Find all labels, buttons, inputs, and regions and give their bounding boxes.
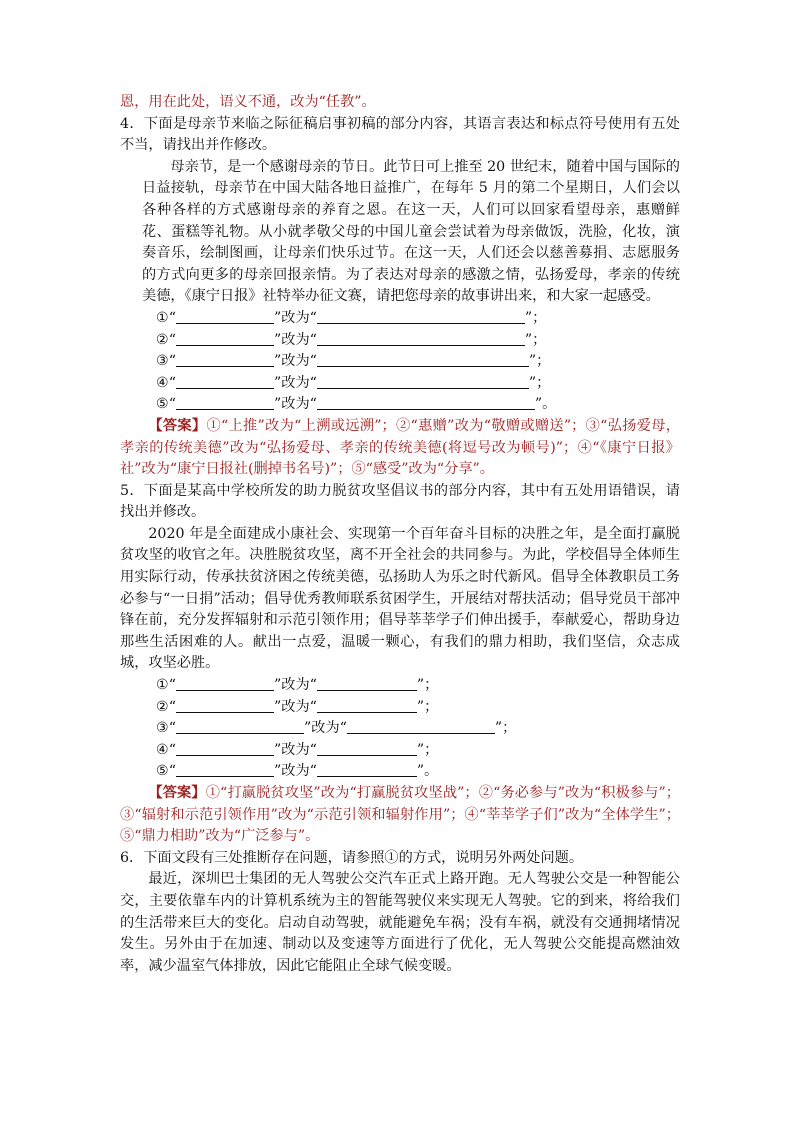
q5-prompt: 5．下面是某高中学校所发的助力脱贫攻坚倡议书的部分内容，其中有五处用语错误，请找出并修改。 [120,482,680,521]
answer-blank-original[interactable] [176,394,274,410]
document-page [120,92,680,977]
answer-blank-revised[interactable] [317,697,417,713]
answer-blank-revised[interactable] [347,718,495,734]
q6-prompt: 6．下面文段有三处推断存在问题，请参照①的方式，说明另外两处问题。 [120,849,584,866]
answer-blank-revised[interactable] [317,373,529,389]
answer-blank-original[interactable] [176,740,274,756]
answer-blank-revised[interactable] [317,394,535,410]
q4-answer: 【答案】①“上推”改为“上溯或远溯”；②“惠赠”改为“敬赠或赠送”；③“弘扬爱母，孝亲的传统美德”改为“弘扬爱母、孝亲的传统美德(将逗号改为顿号)”；④“《康宁日报》社”改为“康宁日报社(删掉书名号)”；⑤“感受”改为“分享”。 [120,417,680,478]
answer-blank-original[interactable] [176,675,274,691]
q5-passage: 2020 年是全面建成小康社会、实现第一个百年奋斗目标的决胜之年，是全面打赢脱贫攻坚的收官之年。决胜脱贫攻坚，离不开全社会的共同参与。为此，学校倡导全体师生用实际行动，传承扶贫济困之传统美德，弘扬助人为乐之时代新风。倡导全体教职员工务必参与“一日捐”活动；倡导优秀教师联系贫困学生，开展结对帮扶活动；倡导党员干部冲锋在前，充分发挥辐射和示范引领作用；倡导莘莘学子们伸出援手，奉献爱心，帮助身边那些生活困难的人。献出一点爱，温暖一颗心，有我们的鼎力相助，我们坚信，众志成城，攻坚必胜。 [120,525,680,672]
answer-blank-original[interactable] [176,330,274,346]
q5-answer: 【答案】①“打赢脱贫攻坚”改为“打赢脱贫攻坚战”；②“务必参与”改为“积极参与”；③“辐射和示范引领作用”改为“示范引领和辐射作用”；④“莘莘学子们”改为“全体学生”；⑤“鼎力相助”改为“广泛参与”。 [120,785,680,845]
answer-blank-revised[interactable] [317,761,417,777]
q4-passage: 母亲节，是一个感谢母亲的节日。此节日可上推至 20 世纪末，随着中国与国际的日益接轨，母亲节在中国大陆各地日益推广，在每年 5 月的第二个星期日，人们会以各种各样的方式感谢母亲的养育之恩。在这一天，人们可以回家看望母亲，惠赠鲜花、蛋糕等礼物。从小就孝敬父母的中国儿童会尝试着为母亲做饭，洗脸，化妆，演奏音乐，绘制图画，让母亲们快乐过节。在这一天，人们还会以慈善募捐、志愿服务的方式向更多的母亲回报亲情。为了表达对母亲的感激之情，弘扬爱母，孝亲的传统美德，《康宁日报》社特举办征文赛，请把您母亲的故事讲出来，和大家一起感受。 [142,158,680,305]
answer-blank-revised[interactable] [317,330,525,346]
q5-blank-row: ①“ ”改为“ ”； [156,677,439,694]
q4-blank-list [120,308,680,416]
q5-blank-list [120,675,680,783]
q4-blank-row: ④“ ”改为“ ”； [156,374,551,391]
answer-blank-original[interactable] [176,308,274,324]
answer-blank-original[interactable] [176,351,274,367]
q4-blank-row: ③“ ”改为“ ”； [156,353,551,370]
answer-blank-original[interactable] [176,718,304,734]
q5-blank-row: ③“ ”改为“ ”； [156,720,517,737]
answer-blank-revised[interactable] [317,308,525,324]
q4-blank-row: ⑤“ ”改为“ ”。 [156,396,557,413]
q5-blank-row: ⑤“ ”改为“ ”。 [156,763,439,780]
answer-blank-revised[interactable] [317,675,417,691]
answer-blank-revised[interactable] [317,351,529,367]
answer-blank-original[interactable] [176,373,274,389]
q4-blank-row: ①“ ”改为“ ”； [156,309,547,326]
previous-answer-tail: 恩，用在此处，语义不通，改为“任教”。 [120,94,376,110]
q6-passage: 最近，深圳巴士集团的无人驾驶公交汽车正式上路开跑。无人驾驶公交是一种智能公交，主要依靠车内的计算机系统为主的智能驾驶仪来实现无人驾驶。它的到来，将给我们的生活带来巨大的变化。启动自动驾驶，就能避免车祸；没有车祸，就没有交通拥堵情况发生。另外由于在加速、制动以及变速等方面进行了优化，无人驾驶公交能提高燃油效率，减少温室气体排放，因此它能阻止全球气候变暖。 [120,871,680,974]
q4-prompt: 4．下面是母亲节来临之际征稿启事初稿的部分内容，其语言表达和标点符号使用有五处不当，请找出并作修改。 [120,115,680,154]
q4-blank-row: ②“ ”改为“ ”； [156,331,547,348]
q5-blank-row: ④“ ”改为“ ”； [156,741,439,758]
answer-blank-revised[interactable] [317,740,417,756]
q5-blank-row: ②“ ”改为“ ”； [156,698,439,715]
answer-blank-original[interactable] [176,761,274,777]
answer-blank-original[interactable] [176,697,274,713]
